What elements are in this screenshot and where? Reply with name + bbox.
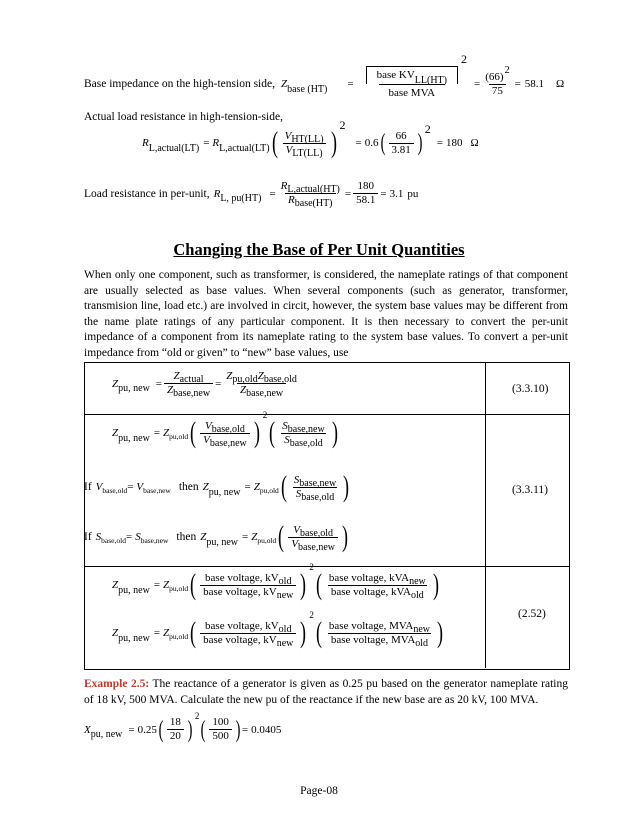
- equation-2-52-mva: Z pu, new = Z pu,old ( $\frac{\text{base voltage, kVold}}{\text{base voltage, kVnew}}$ ) 2 ( $\frac{\text{base voltage, MVAnew}}{\text{base voltage, MVAold}}$ ): [112, 610, 444, 649]
- example-solution-equation: X pu, new = 0.25 ( $\frac{18}{20}$ ) 2 ( $\frac{100}{500}$ ) = 0.0405: [84, 710, 282, 743]
- equation-3-3-11-main: Z pu, new = Z pu,old ( $\frac{\text{Vbase,old}}{\text{Vbase,new}}$ ) 2 ( $\frac{\text{Sbase,new}}{\text{Sbase,old}}$ ): [112, 410, 338, 449]
- load-pu-equation: Load resistance in per-unit, R L, pu(HT) = $\frac{\text{RL,actual(HT)}}{\text{Rbase(HT)}}$ = $\frac{180}{58.1}$ = 3.1 pu: [84, 180, 419, 209]
- table-row-divider-2: [84, 566, 569, 567]
- equation-2-52-kva: Z pu, new = Z pu,old ( $\frac{\text{base voltage, kVold}}{\text{base voltage, kVnew}}$ ) 2 ( $\frac{\text{base voltage, kVAnew}}{\text{base voltage, kVAold}}$ ): [112, 562, 439, 601]
- base-kv-fraction: base KVLL(HT) 2 base MVA: [366, 66, 458, 102]
- equation-number-3-3-11: (3.3.11): [512, 484, 548, 496]
- equation-number-3-3-10: (3.3.10): [512, 383, 549, 395]
- actual-load-label: Actual load resistance in high-tension-side,: [84, 111, 283, 123]
- equation-3-3-10: Z pu, new = $\frac{\text{Zactual}}{\text{Zbase,new}}$ = $\frac{\text{Zpu,oldZbase,old}}{\text{Zbase,new}}$: [112, 370, 297, 399]
- table-column-divider: [485, 362, 486, 668]
- example-title: Example 2.5:: [84, 678, 150, 690]
- section-heading: Changing the Base of Per Unit Quantities: [173, 240, 465, 259]
- actual-load-equation: R L,actual(LT) = R L,actual(LT) ( $\frac{\text{VHT(LL)}}{\text{VLT(LL)}}$ ) 2 = 0.6 ( $\frac{66}{3.81}$ ) 2 = 180 Ω: [142, 117, 479, 159]
- equation-3-3-11-if-s: If S base,old = S base,new then Z pu, new = Z pu,old ( $\frac{\text{Vbase,old}}{\text{Vbase,new}}$ ): [84, 520, 348, 553]
- base-impedance-equation: Base impedance on the high-tension side, Z base (HT) = base KVLL(HT) 2 base MVA = $\frac{(66)2}{75}$ = 58.1 Ω: [84, 66, 564, 102]
- table-row-divider-1: [84, 414, 569, 415]
- equation-number-2-52: (2.52): [518, 608, 546, 620]
- base-impedance-label: Base impedance on the high-tension side,: [84, 78, 275, 90]
- intro-paragraph: When only one component, such as transformer, is considered, the nameplate ratings of that component are usually selected as base values. When several components (such as generator, transformer, transmision line, load etc.) are involved in circit, however, the system base values may be different from the name plate ratings of any particular component. It is then necessary to convert the per-unit impedance of a component from its nameplate rating to the system base values. To convert a per-unit impedance from “old or given” to “new” base values, use: [84, 269, 568, 359]
- equation-3-3-11-if-v: If V base,old = V base,new then Z pu, new = Z pu,old ( $\frac{\text{Sbase,new}}{\text{Sbase,old}}$ ): [84, 470, 350, 503]
- page-footer: Page-08: [300, 785, 338, 797]
- example-paragraph: [84, 677, 568, 708]
- example-text: The reactance of a generator is given as 0.25 pu based on the generator nameplate rating of 18 kV, 500 MVA. Calculate the new pu of the reactance if the new base are as 20 kV, 100 MVA.: [84, 678, 568, 706]
- sixty-six-fraction: $\frac{(66)2}{75}$: [485, 64, 510, 97]
